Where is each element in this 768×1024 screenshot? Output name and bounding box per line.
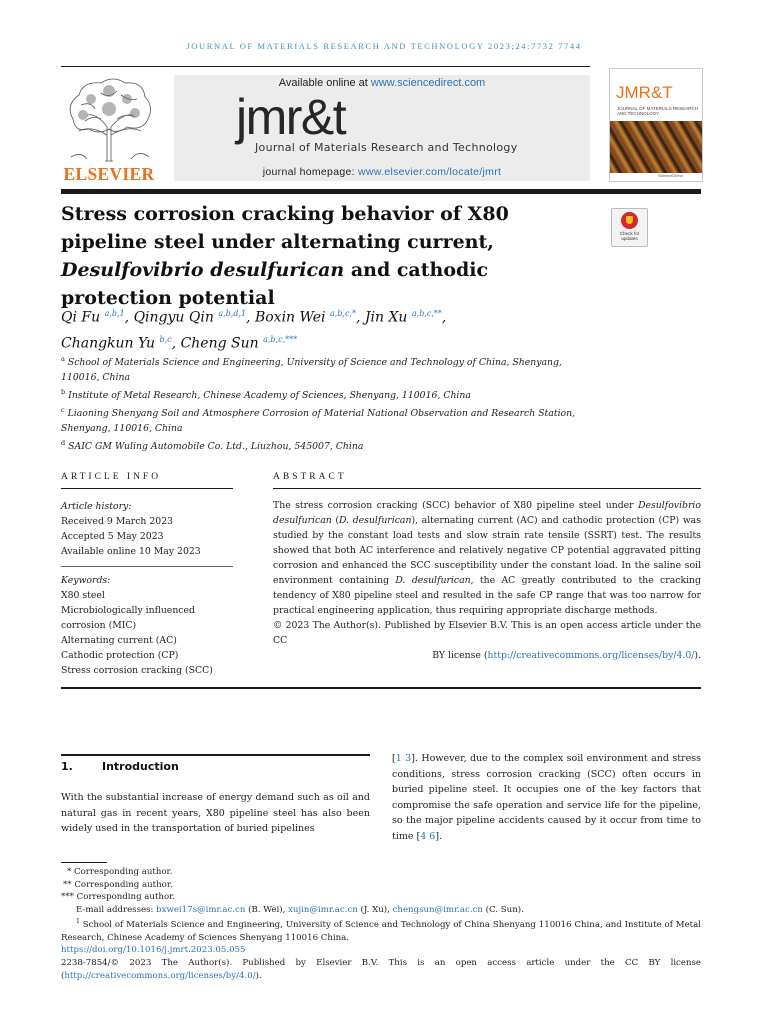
author-name[interactable]: Qingyu Qin — [133, 309, 214, 326]
available-online — [174, 77, 590, 89]
footnote-1: $^1$ School of Materials Science and Engineering, University of Science and Technology of China Shenyang 110016 China, and Institute of Metal Research, Chinese Academy of Sciences Shenyang 110016 China. — [61, 918, 701, 943]
section-number: 1. — [61, 760, 73, 773]
license-link[interactable]: http://creativecommons.org/licenses/by/4.0/ — [64, 970, 256, 981]
affiliation-item: $^a$ School of Materials Science and Engineering, University of Science and Technology of China, Shenyang, 110016, China — [61, 355, 562, 384]
badge-line-2: updates — [621, 236, 638, 242]
journal-full-name: Journal of Materials Research and Technology — [255, 141, 518, 154]
abstract-license: BY license (http://creativecommons.org/licenses/by/4.0/). — [432, 650, 701, 661]
doi-line — [61, 944, 701, 957]
keyword-item: Alternating current (AC) — [61, 635, 177, 646]
check-for-updates-icon — [621, 212, 638, 229]
author-name[interactable]: Cheng Sun — [180, 335, 259, 352]
author-affil[interactable]: a,b,c,* — [329, 309, 356, 318]
abstract-body: The stress corrosion cracking (SCC) behavior of X80 pipeline steel under Desulfovibrio desulfurican (D. desulfurican), alternating current (AC) and cathodic protection (CP) was studied by the constant load tests and slow strain rate tensile (SSRT) test. The results showed that both AC interference and relatively negative CP potential aggravated pitting corrosion and enhanced the SCC susceptibility under the constant load. In the saline soil environment containing D. desulfurican, the AC greatly contributed to the cracking tendency of X80 pipeline steel and resulted in the safe CP range that was too narrow for practical engineering application, thus requiring appropriate discharge methods. — [273, 500, 701, 616]
license-link[interactable]: http://creativecommons.org/licenses/by/4.0/ — [487, 650, 695, 661]
abstract-text — [273, 498, 701, 663]
keyword-item: X80 steel — [61, 590, 105, 601]
keyword-item: Microbiologically influenced corrosion (MIC) — [61, 605, 195, 631]
article-history — [61, 499, 233, 559]
available-online-label: Available online at — [278, 77, 371, 89]
author-affil[interactable]: a,b,d,1 — [218, 309, 247, 318]
section-title: Introduction — [102, 760, 179, 773]
citation-link[interactable]: 1 3 — [395, 753, 412, 764]
article-info-divider — [61, 566, 233, 567]
article-info-heading: ARTICLE INFO — [61, 472, 162, 482]
author-affil[interactable]: a,b,1 — [104, 309, 125, 318]
journal-homepage — [174, 166, 590, 178]
frontmatter-end-rule — [61, 687, 701, 689]
affiliation-item: $^c$ Liaoning Shenyang Soil and Atmosphere Corrosion of Material National Observation and Research Station, Shenyang, 110016, China — [61, 406, 576, 435]
journal-cover-thumbnail[interactable] — [609, 68, 703, 182]
cover-image — [610, 121, 702, 173]
intro-paragraph-continued: [1 3]. However, due to the complex soil environment and stress conditions, stress corrosion cracking (SCC) often occurs in buried pipeline steel. It occupies one of the key factors that compromise the safe operation and service life for the pipeline, so the major pipeline accidents caused by it occur from time to time [4 6]. — [392, 753, 702, 842]
corresponding-author-1: * Corresponding author. — [67, 867, 173, 877]
sciencedirect-link[interactable]: www.sciencedirect.com — [370, 77, 486, 89]
corresponding-author-3: *** Corresponding author. — [61, 892, 176, 903]
cover-footer: ScienceDirect — [658, 173, 683, 178]
abstract-copyright: © 2023 The Author(s). Published by Elsevier B.V. This is an open access article under the CC — [273, 620, 701, 646]
badge-line-1: Check for — [619, 231, 640, 236]
header-top-rule — [61, 66, 590, 67]
history-label: Article history: — [61, 501, 132, 512]
homepage-link[interactable]: www.elsevier.com/locate/jmrt — [358, 166, 502, 178]
accepted-date: Accepted 5 May 2023 — [61, 531, 164, 542]
section-heading-introduction — [61, 760, 179, 773]
intro-rule — [61, 754, 370, 756]
received-date: Received 9 March 2023 — [61, 516, 174, 527]
author-name[interactable]: Changkun Yu — [61, 335, 156, 352]
running-head: JOURNAL OF MATERIALS RESEARCH AND TECHNOLOGY 2023;24:7732 7744 — [186, 41, 582, 51]
elsevier-wordmark: ELSEVIER — [63, 164, 155, 184]
keywords-block — [61, 573, 233, 678]
header-thick-rule — [61, 189, 701, 194]
cover-title: JMR&T — [616, 83, 673, 102]
affiliation-item: $^d$ SAIC GM Wuling Automobile Co. Ltd., Liuzhou, 545007, China — [61, 439, 364, 453]
elsevier-tree-logo — [61, 75, 157, 163]
article-info-rule — [61, 488, 233, 489]
intro-right-column — [392, 751, 701, 844]
author-affil[interactable]: a,b,c,** — [411, 309, 442, 318]
keyword-item: Cathodic protection (CP) — [61, 650, 179, 661]
citation-link[interactable]: 4 6 — [420, 830, 436, 842]
online-date: Available online 10 May 2023 — [61, 546, 201, 557]
cover-subtitle: JOURNAL OF MATERIALS RESEARCH AND TECHNOLOGY — [617, 106, 699, 116]
author-name[interactable]: Boxin Wei — [254, 309, 326, 326]
keyword-item: Stress corrosion cracking (SCC) — [61, 665, 213, 676]
doi-link[interactable]: https://doi.org/10.1016/j.jmrt.2023.05.055 — [61, 945, 246, 956]
title-part-1: Stress corrosion cracking behavior of X80 pipeline steel under alternating current, — [61, 203, 509, 253]
check-for-updates-button[interactable] — [611, 208, 648, 247]
author-name[interactable]: Qi Fu — [61, 309, 101, 326]
email-link[interactable]: chengsun@imr.ac.cn — [392, 904, 483, 915]
corresponding-author-2: ** Corresponding author. — [63, 879, 173, 890]
intro-left-column — [61, 790, 370, 837]
title-organism: Desulfovibrio desulfurican — [61, 259, 345, 281]
author-list: Qi Fu $^{a,b,1}$, Qingyu Qin $^{a,b,d,1}$, Boxin Wei $^{a,b,c,*}$, Jin Xu $^{a,b,c,**}$, Changkun Yu $^{b,c}$, Cheng Sun $^{a,b,c,***}$ — [61, 309, 447, 352]
email-link[interactable]: xujin@imr.ac.cn — [288, 904, 358, 915]
jmrt-logo: jmr&t — [236, 89, 346, 145]
email-link[interactable]: bxwei17s@imr.ac.cn — [156, 904, 246, 915]
keywords-label: Keywords: — [61, 575, 111, 586]
homepage-label: journal homepage: — [262, 166, 359, 178]
author-affil[interactable]: b,c — [159, 334, 172, 344]
author-affil[interactable]: a,b,c,*** — [263, 334, 298, 344]
email-addresses: E-mail addresses: bxwei17s@imr.ac.cn (B. Wei), xujin@imr.ac.cn (J. Xu), chengsun@imr.ac.cn (C. Sun). — [76, 904, 524, 915]
abstract-rule — [273, 488, 701, 489]
issn-line: 2238-7854/© 2023 The Author(s). Published by Elsevier B.V. This is an open access article under the CC BY license (http://creativecommons.org/licenses/by/4.0/). — [61, 958, 701, 981]
affiliation-list — [61, 352, 601, 454]
footnotes — [61, 866, 701, 982]
affiliation-item: $^b$ Institute of Metal Research, Chinese Academy of Sciences, Shenyang, 110016, China — [61, 388, 471, 402]
abstract-heading: ABSTRACT — [273, 472, 347, 482]
intro-paragraph: With the substantial increase of energy demand such as oil and natural gas in recent years, X80 pipeline steel has also been widely used in the transportation of buried pipelines — [61, 792, 370, 834]
author-name[interactable]: Jin Xu — [364, 309, 408, 326]
footnote-rule — [61, 862, 107, 863]
paper-title — [61, 200, 601, 312]
title-part-2: and cathodic protection potential — [61, 259, 489, 309]
